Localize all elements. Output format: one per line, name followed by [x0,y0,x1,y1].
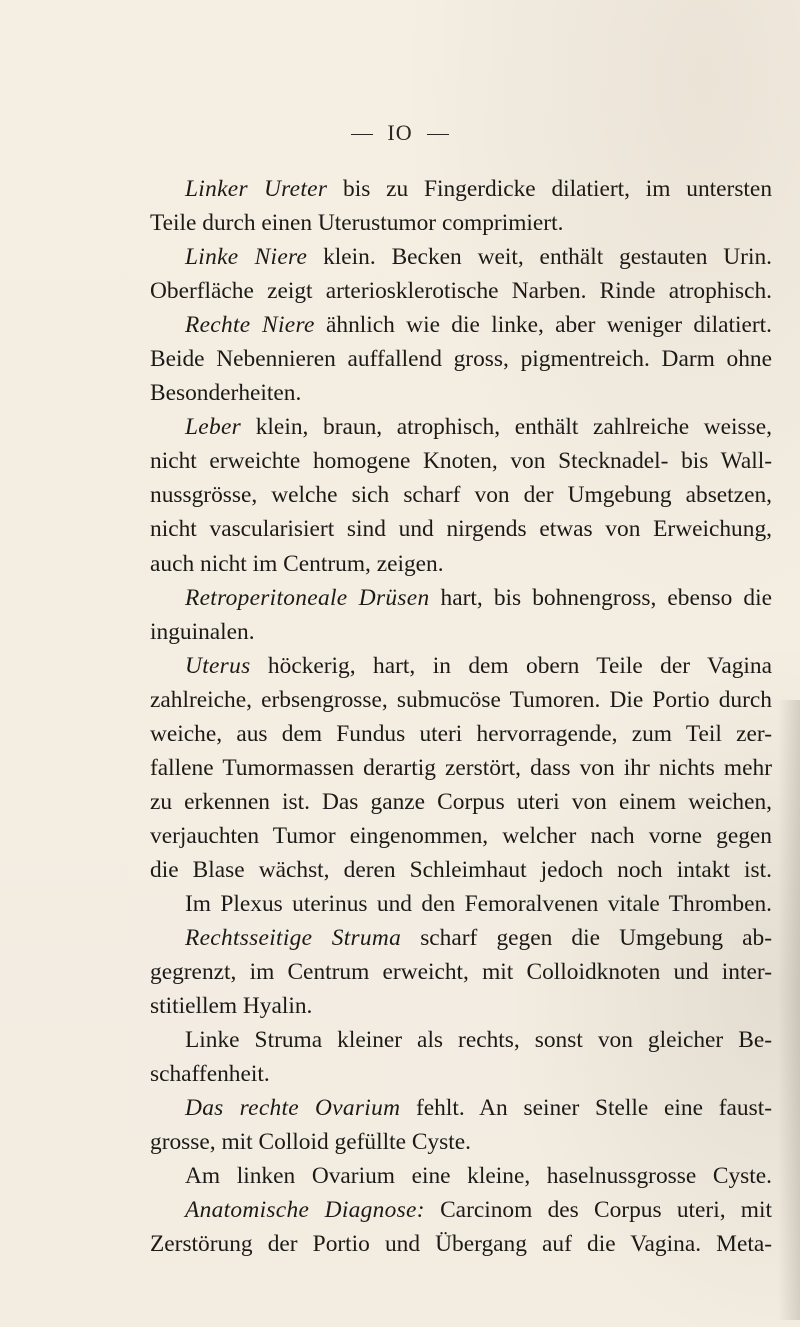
text-line [150,342,772,376]
text-run: nicht vascularisiert sind und nirgends etwas von Erweichung, [150,516,772,543]
section-heading-italic: Das rechte Ovarium [185,1095,401,1122]
text-run: bis zu Fingerdicke dilatiert, im untersten [327,176,773,202]
text-line [150,512,772,546]
text-run: Am linken Ovarium eine kleine, haselnussgrosse Cyste. [185,1163,772,1190]
text-line [150,308,772,342]
section-heading-italic: Retroperitoneale Drüsen [185,584,430,611]
text-line [150,717,772,751]
text-line [150,410,772,444]
text-line [150,274,772,308]
section-heading-italic: Anatomische Diagnose: [185,1197,425,1224]
text-run: Teile durch einen Uterustumor comprimiert. [150,210,564,237]
text-run: schaffenheit. [150,1061,270,1088]
text-run: Beide Nebennieren auffallend gross, pigmentreich. Darm ohne [150,346,772,373]
text-run: Oberfläche zeigt arteriosklerotische Narben. Rinde atrophisch. [150,278,772,305]
text-run: fallene Tumormassen derartig zerstört, dass von ihr nichts mehr [150,754,772,781]
text-line [150,955,772,989]
text-run: klein, braun, atrophisch, enthält zahlreiche weisse, [241,414,772,441]
text-run: inguinalen. [150,618,255,645]
section-heading-italic: Rechte Niere [185,312,315,339]
text-line [150,615,772,649]
page-edge-stain [778,700,800,1320]
text-run: hart, bis bohnengross, ebenso die [429,584,772,611]
text-run: Besonderheiten. [150,380,302,407]
section-heading-italic: Uterus [185,652,251,679]
section-heading-italic: Linker Ureter [185,176,328,202]
text-line [150,921,772,955]
header-dash-right [427,134,449,135]
text-run: zu erkennen ist. Das ganze Corpus uteri von einem weichen, [150,788,772,815]
page-number: IO [387,120,413,145]
text-line [150,683,772,717]
text-line [150,1091,772,1125]
text-run: die Blase wächst, deren Schleimhaut jedoch noch intakt ist. [150,856,772,883]
text-line [150,853,772,887]
text-line [150,581,772,615]
text-run: stitiellem Hyalin. [150,993,313,1020]
text-run: verjauchten Tumor eingenommen, welcher nach vorne gegen [150,822,772,849]
text-line [150,240,772,274]
text-run: Carcinom des Corpus uteri, mit [424,1197,772,1224]
header-dash-left [351,134,373,135]
text-run: Im Plexus uterinus und den Femoralvenen vitale Thromben. [185,890,772,917]
text-line [150,1057,772,1091]
text-run: grosse, mit Colloid gefüllte Cyste. [150,1129,471,1156]
section-heading-italic: Leber [185,414,242,441]
text-line [150,1159,772,1193]
text-line [150,751,772,785]
text-run: fehlt. An seiner Stelle eine faust- [400,1095,772,1122]
text-line [150,785,772,819]
text-run: scharf gegen die Umgebung ab- [401,925,772,952]
text-line [150,989,772,1023]
text-line [150,206,772,240]
text-run: auch nicht im Centrum, zeigen. [150,550,444,577]
text-run: Zerstörung der Portio und Übergang auf die Vagina. Meta- [150,1231,772,1258]
text-line [150,1125,772,1159]
text-run: zahlreiche, erbsengrosse, submucöse Tumoren. Die Portio durch [150,686,772,713]
text-line [150,1023,772,1057]
text-run: nicht erweichte homogene Knoten, von Stecknadel- bis Wall- [150,448,772,475]
body-text [150,172,772,1262]
text-run: klein. Becken weit, enthält gestauten Urin. [307,244,772,271]
text-run: höckerig, hart, in dem obern Teile der Vagina [250,652,772,679]
text-line [150,547,772,581]
text-line [150,444,772,478]
text-line [150,172,772,206]
text-run: ähnlich wie die linke, aber weniger dilatiert. [314,312,772,339]
text-line [150,376,772,410]
text-line [150,1227,772,1261]
text-line [150,887,772,921]
text-line [150,1193,772,1227]
text-run: Linke Struma kleiner als rechts, sonst von gleicher Be- [185,1027,772,1054]
text-run: nussgrösse, welche sich scharf von der Umgebung absetzen, [150,482,772,509]
section-heading-italic: Linke Niere [185,244,308,271]
text-line [150,478,772,512]
text-line [150,819,772,853]
section-heading-italic: Rechtsseitige Struma [185,925,402,952]
text-run: gegrenzt, im Centrum erweicht, mit Colloidknoten und inter- [150,959,772,986]
text-run: weiche, aus dem Fundus uteri hervorragende, zum Teil zer- [150,720,772,747]
page-number-header [0,120,800,146]
text-line [150,649,772,683]
